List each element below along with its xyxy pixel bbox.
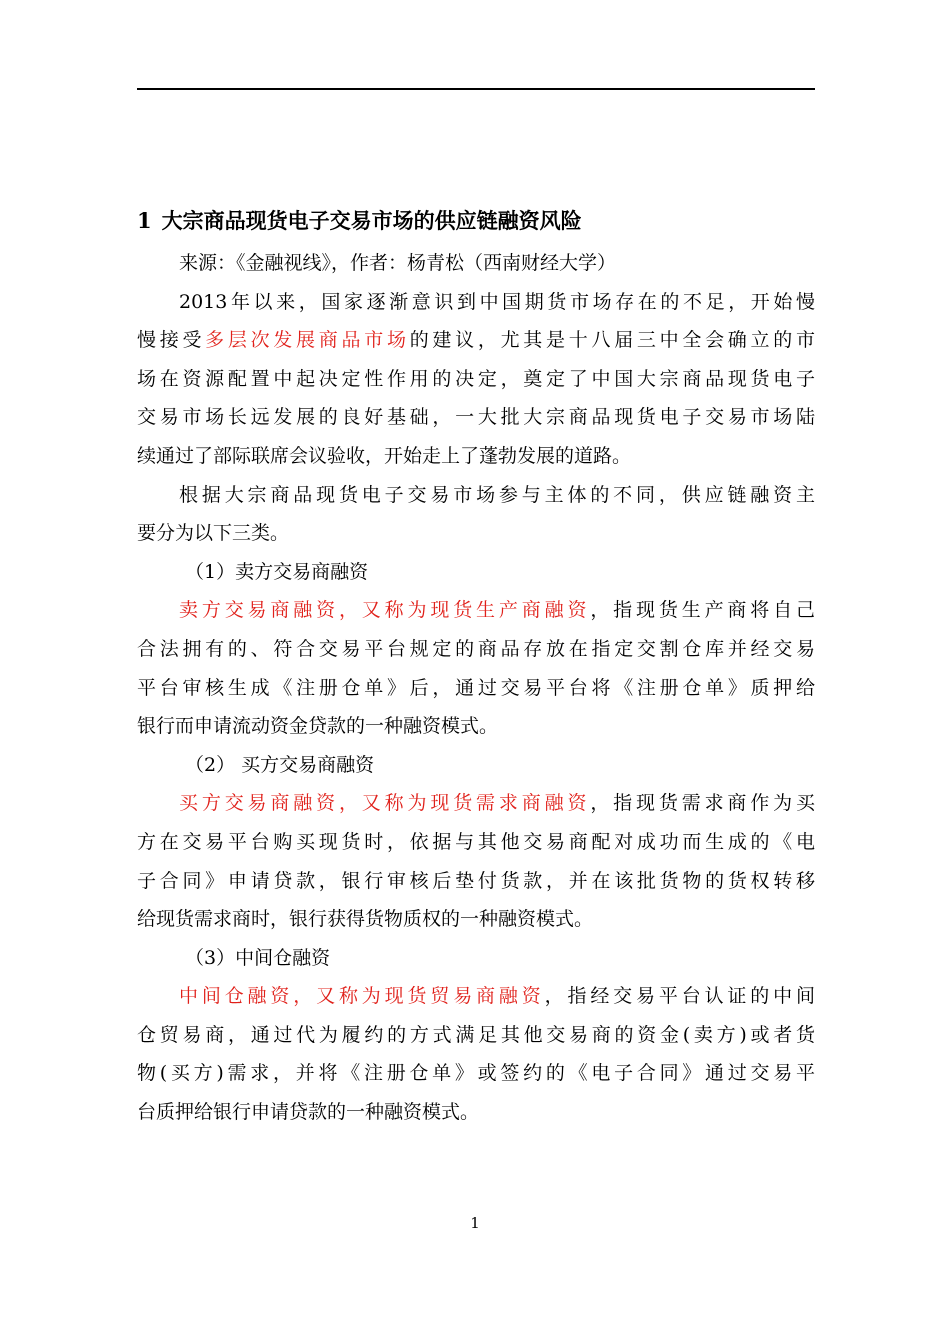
s3-line-4: 台质押给银行申请贷款的一种融资模式。 [137,1101,480,1124]
s3-definition: 中间仓融资，又称为现货贸易商融资 [179,985,545,1008]
p1-line-5: 续通过了部际联席会议验收，开始走上了蓬勃发展的道路。 [137,444,632,467]
section3-heading: （3）中间仓融资 [185,946,331,969]
s3-text: ，指经交易平台认证的中间 [544,985,815,1008]
p1-line-1: 2013年以来，国家逐渐意识到中国期货市场存在的不足，开始慢 [179,290,815,313]
highlight-text: 多层次发展商品市场 [205,329,410,352]
s2-line-1 [137,784,815,823]
section1-heading: （1）卖方交易商融资 [185,560,369,583]
header-rule [137,88,815,90]
section-title [137,203,815,239]
p1-line-3: 场在资源配置中起决定性作用的决定，奠定了中国大宗商品现货电子 [137,367,815,390]
s3-line-2: 仓贸易商，通过代为履约的方式满足其他交易商的资金(卖方)或者货 [137,1023,815,1046]
source-line: 来源：《金融视线》，作者：杨青松（西南财经大学） [179,252,617,274]
title-number: 1 [137,208,152,233]
p1-line-2 [137,321,815,360]
p2-line-2: 要分为以下三类。 [137,522,290,545]
s1-line-1 [137,591,815,630]
s1-text: ，指现货生产商将自己 [590,599,815,622]
page-number: 1 [470,1214,480,1232]
s1-line-4: 银行而申请流动资金贷款的一种融资模式。 [137,715,499,738]
s2-text: ，指现货需求商作为买 [590,792,815,815]
s2-line-3: 子合同》申请贷款，银行审核后垫付货款，并在该批货物的货权转移 [137,869,815,892]
title-text: 大宗商品现货电子交易市场的供应链融资风险 [161,208,582,233]
p1-line-4: 交易市场长远发展的良好基础，一大批大宗商品现货电子交易市场陆 [137,406,815,429]
s1-definition: 卖方交易商融资，又称为现货生产商融资 [179,599,591,622]
s2-line-2: 方在交易平台购买现货时，依据与其他交易商配对成功而生成的《电 [137,830,815,853]
s1-line-3: 平台审核生成《注册仓单》后，通过交易平台将《注册仓单》质押给 [137,676,815,699]
s1-line-2: 合法拥有的、符合交易平台规定的商品存放在指定交割仓库并经交易 [137,637,815,660]
document-body [137,244,815,1132]
s3-line-3: 物(买方)需求，并将《注册仓单》或签约的《电子合同》通过交易平 [137,1062,815,1085]
p1-text-a: 慢接受 [137,329,206,352]
section2-heading: （2） 买方交易商融资 [185,753,375,776]
p1-text-c: 的建议，尤其是十八届三中全会确立的市 [409,329,815,352]
s2-definition: 买方交易商融资，又称为现货需求商融资 [179,792,591,815]
s3-line-1 [137,977,815,1016]
p2-line-1: 根据大宗商品现货电子交易市场参与主体的不同，供应链融资主 [179,483,815,506]
s2-line-4: 给现货需求商时，银行获得货物质权的一种融资模式。 [137,908,594,931]
